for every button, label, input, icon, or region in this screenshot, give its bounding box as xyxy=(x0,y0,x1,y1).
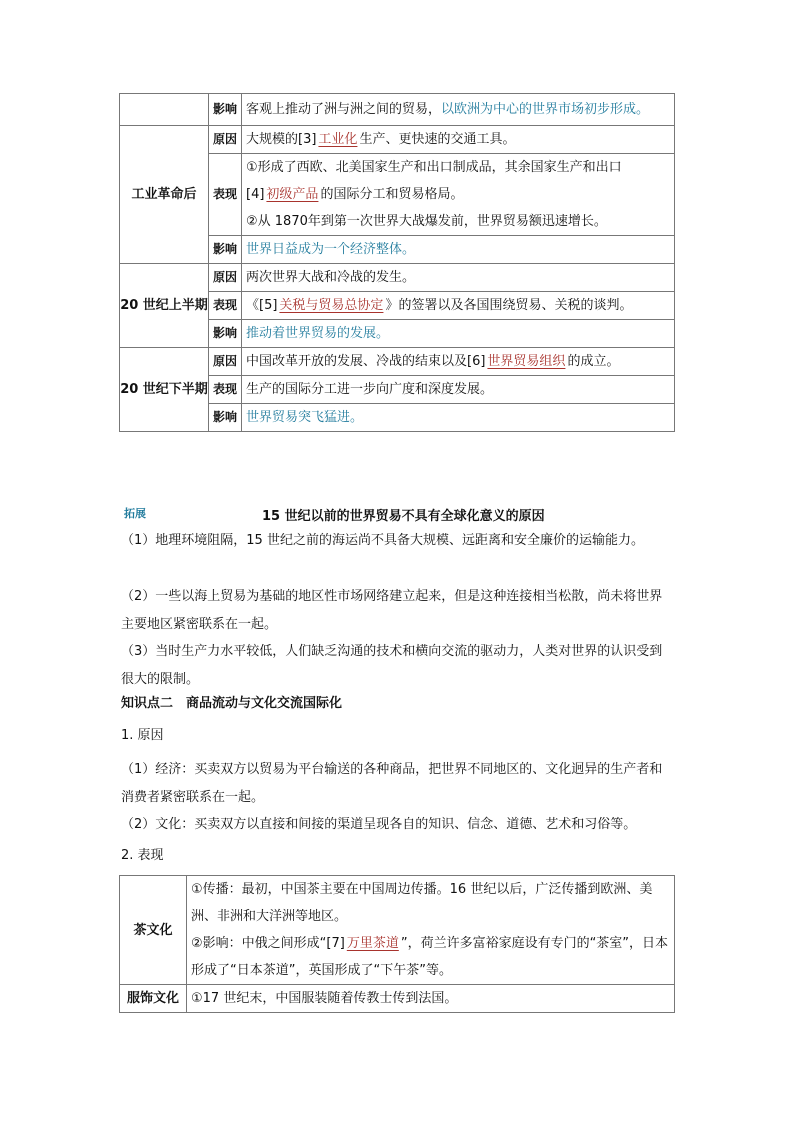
empty-cell xyxy=(120,94,209,126)
answer-5: 关税与贸易总协定 xyxy=(279,298,384,313)
cell-text: 大规模的[3] 工业化 生产、更快速的交通工具。 xyxy=(242,126,675,154)
row-label: 影响 xyxy=(209,236,242,264)
culture-table xyxy=(119,875,675,1013)
row-label: 原因 xyxy=(209,348,242,376)
row-label: 表现 xyxy=(209,154,242,236)
subheading-show: 2. 表现 xyxy=(121,848,164,863)
row-label: 表现 xyxy=(209,292,242,320)
expand-point-1: （1）地理环境阻隔，15 世纪之前的海运尚不具备大规模、远距离和安全廉价的运输能力。 xyxy=(121,533,644,548)
cell-text: 客观上推动了洲与洲之间的贸易，以欧洲为中心的世界市场初步形成。 xyxy=(242,94,675,126)
row-label: 表现 xyxy=(209,376,242,404)
period-industrial: 工业革命后 xyxy=(120,126,209,264)
cell-text: ①17 世纪末，中国服装随着传教士传到法国。 xyxy=(187,985,675,1013)
row-label: 影响 xyxy=(209,404,242,432)
row-label: 影响 xyxy=(209,94,242,126)
key-point: 世界贸易突飞猛进。 xyxy=(242,404,675,432)
expand-title: 15 世纪以前的世界贸易不具有全球化意义的原因 xyxy=(262,509,545,524)
row-label: 影响 xyxy=(209,320,242,348)
tea-culture-label: 茶文化 xyxy=(120,876,187,985)
row-label: 原因 xyxy=(209,126,242,154)
cell-text: 生产的国际分工进一步向广度和深度发展。 xyxy=(242,376,675,404)
answer-4: 初级产品 xyxy=(266,187,319,202)
expand-tag: 拓展 xyxy=(124,507,146,520)
clothing-culture-label: 服饰文化 xyxy=(120,985,187,1013)
cause-culture: （2）文化：买卖双方以直接和间接的渠道呈现各自的知识、信念、道德、艺术和习俗等。 xyxy=(121,817,637,832)
row-label: 原因 xyxy=(209,264,242,292)
key-point: 以欧洲为中心的世界市场初步形成。 xyxy=(441,102,650,117)
expand-point-3: （3）当时生产力水平较低，人们缺乏沟通的技术和横向交流的驱动力，人类对世界的认识受到很大的限制。 xyxy=(121,644,663,687)
answer-7: 万里茶道 xyxy=(346,936,399,951)
subheading-cause: 1. 原因 xyxy=(121,728,164,743)
cell-text: 中国改革开放的发展、冷战的结束以及[6] 世界贸易组织 的成立。 xyxy=(242,348,675,376)
history-table xyxy=(119,93,675,432)
cell-text: ①传播：最初，中国茶主要在中国周边传播。16 世纪以后，广泛传播到欧洲、美洲、非洲和大洋洲等地区。 ②影响：中俄之间形成“[7] 万里茶道 ”，荷兰许多富裕家庭设有专门的“茶室”，日本形成了“日本茶道”，英国形成了“下午茶”等。 xyxy=(187,876,675,985)
answer-3: 工业化 xyxy=(318,132,358,147)
period-second-half: 20 世纪下半期 xyxy=(120,348,209,432)
period-first-half: 20 世纪上半期 xyxy=(120,264,209,348)
cell-text: 《[5] 关税与贸易总协定 》的签署以及各国围绕贸易、关税的谈判。 xyxy=(242,292,675,320)
key-point: 推动着世界贸易的发展。 xyxy=(242,320,675,348)
key-point: 世界日益成为一个经济整体。 xyxy=(242,236,675,264)
expand-point-2: （2）一些以海上贸易为基础的地区性市场网络建立起来，但是这种连接相当松散，尚未将世界主要地区紧密联系在一起。 xyxy=(121,589,663,632)
cause-economy: （1）经济：买卖双方以贸易为平台输送的各种商品，把世界不同地区的、文化迥异的生产者和消费者紧密联系在一起。 xyxy=(121,762,663,805)
cell-text: 两次世界大战和冷战的发生。 xyxy=(242,264,675,292)
answer-6: 世界贸易组织 xyxy=(487,354,566,369)
cell-text: ①形成了西欧、北美国家生产和出口制成品，其余国家生产和出口 [4] 初级产品 的国际分工和贸易格局。 ②从 1870年到第一次世界大战爆发前，世界贸易额迅速增长。 xyxy=(242,154,675,236)
section-heading: 知识点二 商品流动与文化交流国际化 xyxy=(121,696,343,711)
